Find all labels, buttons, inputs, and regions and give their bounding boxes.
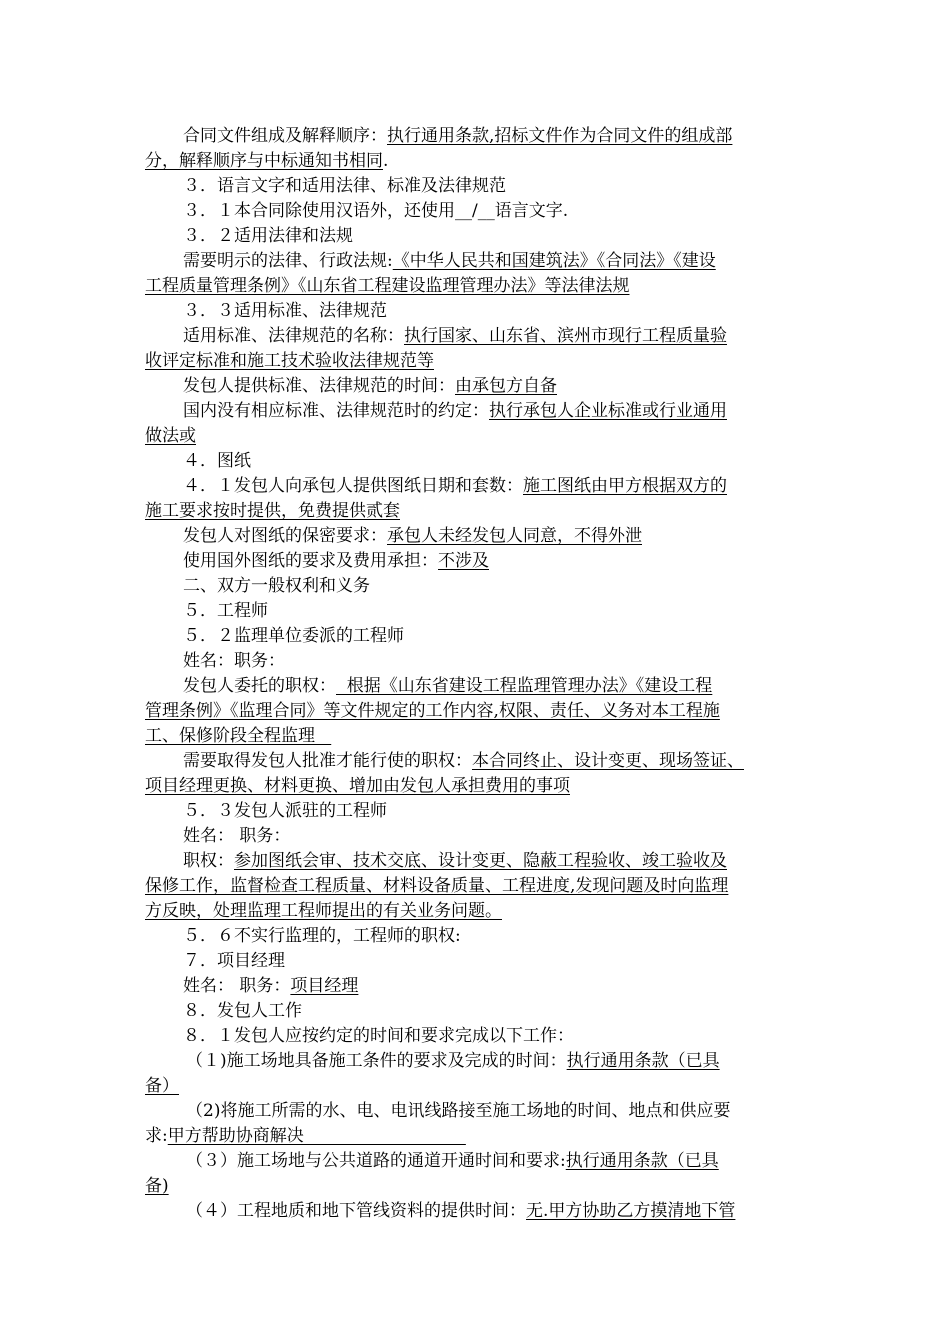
filled-value: 备) [145,1176,169,1196]
filled-value: 执行通用条款（已具 [565,1151,719,1171]
text-line [183,599,815,623]
text-line [183,224,815,248]
text-line [183,574,815,598]
text-line [183,374,815,398]
line-label: ４．图纸 [183,451,251,471]
line-label: ５．３发包人派驻的工程师 [183,801,387,821]
text-line [183,974,815,998]
filled-value: 承包人未经发包人同意，不得外泄 [387,526,642,546]
line-label: 姓名：职务： [183,651,285,671]
line-label: ５．６不实行监理的，工程师的职权: [183,926,461,946]
line-label: ７．项目经理 [183,951,285,971]
filled-value: 分，解释顺序与中标通知书相同 [145,151,383,171]
text-line [183,299,815,323]
text-line [183,849,815,873]
line-label: 求: [145,1126,168,1146]
line-label: 发包人委托的职权： [183,676,336,696]
text-line [183,399,815,423]
text-line [145,699,815,723]
line-label: ３．３适用标准、法律规范 [183,301,387,321]
text-line [186,1099,815,1123]
line-label: 国内没有相应标准、法律规范时的约定： [183,401,489,421]
text-line [186,1199,815,1223]
text-line [183,649,815,673]
line-label: 发包人对图纸的保密要求： [183,526,387,546]
text-line [183,949,815,973]
line-label: 需要取得发包人批准才能行使的职权： [183,751,472,771]
filled-value: 《中华人民共和国建筑法》《合同法》《建设 [392,251,716,271]
text-line [183,799,815,823]
filled-value: 无.甲方协助乙方摸清地下管 [526,1201,736,1221]
filled-value: 收评定标准和施工技术验收法律规范等 [145,351,434,371]
text-line [186,1049,815,1073]
line-label: 适用标准、法律规范的名称： [183,326,404,346]
text-line [183,549,815,573]
line-label: 姓名： 职务： [183,976,291,996]
filled-value: 本合同终止、设计变更、现场签证、 [472,751,744,771]
text-line [183,674,815,698]
filled-value: 由承包方自备 [455,376,557,396]
line-label: （2)将施工所需的水、电、电讯线路接至施工场地的时间、地点和供应要 [186,1101,731,1121]
line-label: ３．语言文字和适用法律、标准及法律规范 [183,176,506,196]
filled-value: 保修工作，监督检查工程质量、材料设备质量、工程进度,发现问题及时向监理 [145,876,729,896]
line-label: 使用国外图纸的要求及费用承担： [183,551,438,571]
filled-value: 施工要求按时提供，免费提供贰套 [145,501,400,521]
filled-value: 执行承包人企业标准或行业通用 [489,401,727,421]
filled-value: 方反映，处理监理工程师提出的有关业务问题。 [145,901,502,921]
text-line [183,824,815,848]
text-line [183,449,815,473]
line-label: ８．１发包人应按约定的时间和要求完成以下工作： [183,1026,574,1046]
filled-value: 根据《山东省建设工程监理管理办法》《建设工程 [336,676,713,696]
line-label: 职权： [183,851,234,871]
text-line [183,999,815,1023]
text-line [145,874,815,898]
filled-value: 执行国家、山东省、滨州市现行工程质量验 [404,326,727,346]
text-line [145,424,815,448]
text-line [183,624,815,648]
text-line [145,149,815,173]
text-line [183,249,815,273]
text-line [145,1124,815,1148]
filled-value: 工、保修阶段全程监理 [145,726,332,746]
text-line [183,124,815,148]
text-line [183,924,815,948]
text-line [145,899,815,923]
filled-value: 参加图纸会审、技术交底、设计变更、隐蔽工程验收、竣工验收及 [234,851,727,871]
line-suffix: . [383,151,389,171]
text-line [145,274,815,298]
text-line [183,199,815,223]
line-label: ５．２监理单位委派的工程师 [183,626,404,646]
line-label: ３．２适用法律和法规 [183,226,353,246]
text-line [183,474,815,498]
text-line [145,349,815,373]
text-line [183,749,815,773]
text-line [145,1174,815,1198]
text-line [145,1074,815,1098]
filled-value: 做法或 [145,426,196,446]
text-line [183,324,815,348]
line-label: （１)施工场地具备施工条件的要求及完成的时间： [186,1051,567,1071]
line-label: ８．发包人工作 [183,1001,302,1021]
text-line [183,1024,815,1048]
filled-value: 备） [145,1076,179,1096]
filled-value: 执行通用条款（已具 [566,1051,720,1071]
filled-value: 管理条例》《监理合同》等文件规定的工作内容,权限、责任、义务对本工程施 [145,701,720,721]
line-label: （３）施工场地与公共道路的通道开通时间和要求: [186,1151,566,1171]
text-line [183,524,815,548]
text-line [183,174,815,198]
filled-value: 项目经理 [290,976,359,996]
filled-value: 不涉及 [438,551,489,571]
line-label: 发包人提供标准、法律规范的时间： [183,376,455,396]
filled-value: 项目经理更换、材料更换、增加由发包人承担费用的事项 [145,776,570,796]
line-label: （４）工程地质和地下管线资料的提供时间： [186,1201,526,1221]
text-line [145,774,815,798]
line-label: ３．１本合同除使用汉语外，还使用__/__语言文字. [183,201,569,221]
text-line [145,499,815,523]
line-label: 姓名： 职务： [183,826,291,846]
filled-value: 施工图纸由甲方根据双方的 [523,476,727,496]
filled-value: 工程质量管理条例》《山东省工程建设监理管理办法》等法律法规 [145,276,630,296]
text-line [186,1149,815,1173]
line-label: 需要明示的法律、行政法规: [183,251,393,271]
line-label: ４．１发包人向承包人提供图纸日期和套数： [183,476,523,496]
filled-value: 执行通用条款,招标文件作为合同文件的组成部 [387,126,733,146]
line-label: 二、双方一般权利和义务 [183,576,370,596]
filled-value: 甲方帮助协商解决 [167,1126,466,1146]
text-line [145,724,815,748]
line-label: ５．工程师 [183,601,268,621]
line-label: 合同文件组成及解释顺序： [183,126,387,146]
